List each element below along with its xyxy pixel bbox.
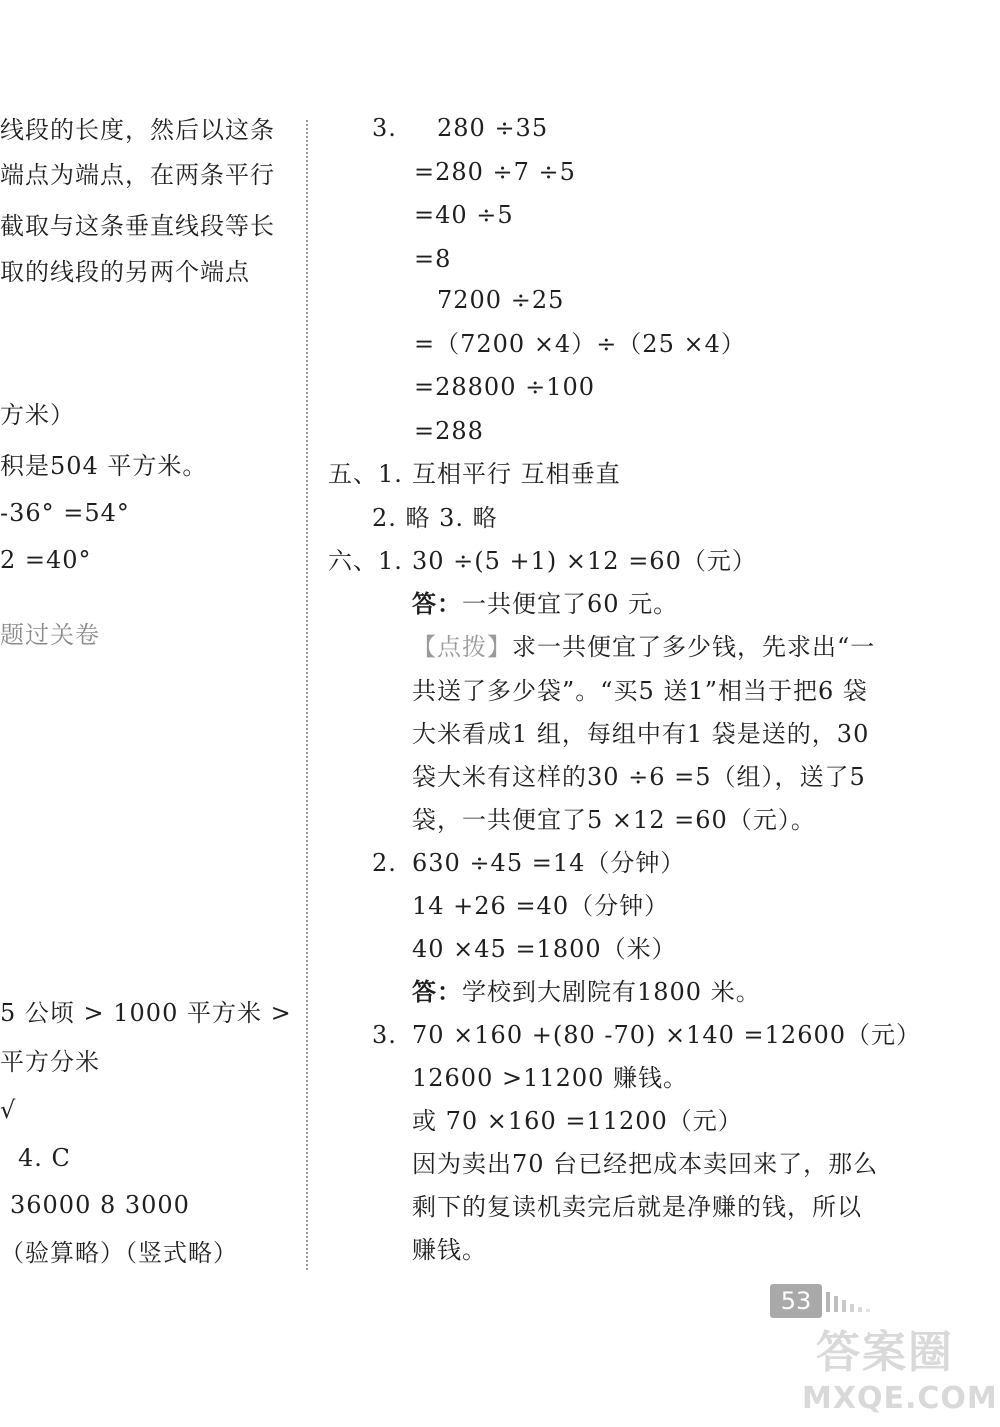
answer-text: 一共便宜了60 元。 [462, 590, 679, 618]
left-line: 2 =40° [0, 546, 92, 574]
equation-line: =28800 ÷100 [414, 373, 596, 401]
equation-line: 7200 ÷25 [437, 286, 565, 314]
equation-line: 或 70 ×160 =11200（元） [412, 1107, 743, 1135]
hint-label: 【点拨】 [412, 633, 512, 661]
equation-line: =40 ÷5 [414, 201, 514, 229]
left-line: 取的线段的另两个端点 [0, 258, 250, 286]
equation-line: 280 ÷35 [437, 114, 549, 142]
section-label: 六、1. [328, 547, 403, 575]
hint-line [412, 632, 875, 662]
answer-label: 答： [412, 589, 462, 618]
question-number: 3. [372, 114, 397, 142]
left-line: 线段的长度，然后以这条 [0, 116, 275, 144]
equation-line: 70 ×160 +(80 -70) ×140 =12600（元） [412, 1021, 921, 1049]
left-line: 36000 8 3000 [10, 1191, 190, 1219]
dotted-bars-icon [826, 1290, 876, 1314]
hint-line: 袋大米有这样的30 ÷6 =5（组），送了5 [412, 763, 866, 791]
explanation-line: 因为卖出70 台已经把成本卖回来了，那么 [412, 1150, 879, 1178]
left-line: 平方分米 [0, 1048, 100, 1076]
left-line: -36° =54° [0, 499, 130, 527]
check-mark: √ [0, 1096, 17, 1124]
watermark-logo [802, 1325, 998, 1416]
hint-line: 袋，一共便宜了5 ×12 =60（元）。 [412, 806, 816, 834]
answer-line: 2. 略 3. 略 [372, 504, 498, 532]
watermark-en: MXQE.COM [802, 1381, 998, 1416]
hint-line: 共送了多少袋”。“买5 送1”相当于把6 袋 [412, 677, 868, 705]
equation-line: =（7200 ×4）÷（25 ×4） [414, 330, 746, 358]
explanation-line: 赚钱。 [412, 1236, 487, 1264]
watermark-cn: 答案圈 [816, 1327, 954, 1378]
left-line: 端点为端点，在两条平行 [0, 161, 275, 189]
hint-line: 大米看成1 组，每组中有1 袋是送的，30 [412, 720, 870, 748]
equation-line: 30 ÷(5 +1) ×12 =60（元） [412, 547, 757, 575]
equation-line: 630 ÷45 =14（分钟） [412, 849, 686, 877]
answer-line [412, 589, 678, 619]
answer-label: 答： [412, 977, 462, 1006]
equation-line: 40 ×45 =1800（米） [412, 935, 677, 963]
equation-line: 12600 >11200 赚钱。 [412, 1064, 689, 1092]
explanation-line: 剩下的复读机卖完后就是净赚的钱，所以 [412, 1193, 862, 1221]
left-line: （验算略）（竖式略） [0, 1239, 238, 1267]
left-line: 方米） [0, 401, 75, 429]
left-section-heading: 题过关卷 [0, 621, 100, 649]
equation-line: 14 +26 =40（分钟） [412, 892, 670, 920]
left-line: 积是504 平方米。 [0, 452, 208, 480]
answer-text: 学校到大剧院有1800 米。 [462, 978, 761, 1006]
equation-line: =288 [414, 417, 484, 445]
question-number: 3. [372, 1021, 397, 1049]
column-divider [306, 120, 308, 1270]
answer-line [412, 977, 761, 1007]
hint-text: 求一共便宜了多少钱，先求出“一 [512, 633, 876, 661]
left-line: 4. C [18, 1144, 71, 1172]
left-line: 截取与这条垂直线段等长 [0, 212, 275, 240]
page-number: 53 [770, 1284, 822, 1318]
equation-line: =280 ÷7 ÷5 [414, 158, 576, 186]
section-label: 五、1. [328, 460, 403, 488]
answer-line: 互相平行 互相垂直 [412, 460, 621, 488]
equation-line: =8 [414, 245, 452, 273]
question-number: 2. [372, 849, 397, 877]
left-line: 5 公顷 > 1000 平方米 > [0, 999, 292, 1027]
